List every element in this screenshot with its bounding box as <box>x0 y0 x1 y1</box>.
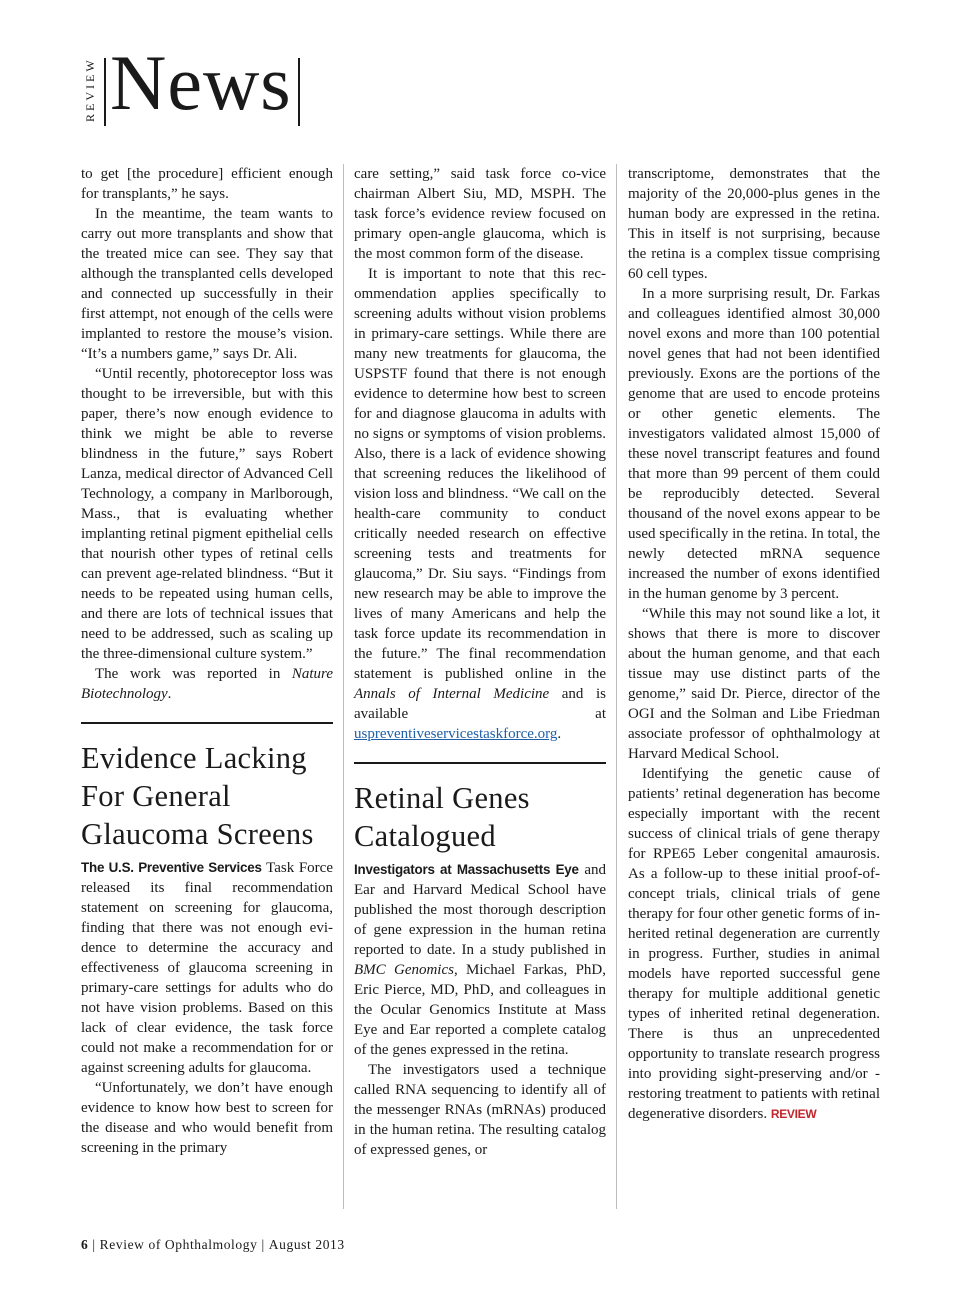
column-3 <box>628 164 880 1124</box>
paragraph: “Until recently, photoreceptor loss was thought to be irreversible, but with this paper, there’s now enough evidence to think we might be able to reverse blindness in the future,” says Robert Lanza, medical director of Advanced Cell Technology, a company in Marlborough, Mass., that is evaluating whether implanting retinal pigment epithelial cells that nourish other types of retinal cells can prevent age-related blindness. “But it needs to be repeated using human cells, and there are lots of technical issues that need to be addressed, such as scaling up the three-dimensional culture system.” <box>81 366 333 662</box>
text-run: Identifying the genetic cause of patients’ retinal degeneration has become especially important with the recent success of clinical trials of gene therapy for RPE65 Leber congenital amaurosis. As a follow-up to these initial proof-of-concept trials, clinical trials of gene therapy for four other genetic forms of inherited retinal degeneration are currently in progress. Further, studies in animal models have reported successful gene therapy for multiple additional genetic types of inherited retinal degeneration. There is thus an unprecedented opportunity to translate research progress into providing sight-preserving and/or -restoring treatment to patients with retinal degenerative disorders. <box>628 766 881 1122</box>
text-run: , Michael Farkas, PhD, Eric Pierce, MD, PhD, and colleagues in the Ocular Genomics Institute at Mass Eye and Ear reported a complete catalog of the genes expressed in the retina. <box>354 962 606 1058</box>
publication-name: Review of Ophthalmology <box>99 1237 258 1252</box>
page-number: 6 <box>81 1237 89 1252</box>
column-2 <box>354 164 606 1160</box>
section-rule <box>354 762 606 764</box>
website-link[interactable]: uspreventiveservicestaskforce.org <box>354 726 558 742</box>
journal-name: BMC Genomics <box>354 962 454 978</box>
text-run: Task Force released its final recommendation statement on screening for glaucoma, finding that there was not enough evidence to determine the accuracy and effectiveness of glaucoma screening in primary-care settings for adults who do not have vision problems. Based on this lack of clear evidence, the task force could not make a recommendation for or against screening adults for glaucoma. <box>81 860 333 1076</box>
paragraph <box>628 764 880 1124</box>
journal-name: Nature Biotechnology <box>81 666 333 702</box>
article-headline: Evidence Lacking For General Glaucoma Screens <box>81 741 314 851</box>
page-footer <box>81 1237 345 1253</box>
section-rule <box>81 722 333 724</box>
paragraph: to get [the procedure] efficient enough for transplants,” he says. <box>81 166 333 202</box>
text-run: . <box>167 686 172 702</box>
section-title: News <box>110 39 292 126</box>
lead-in: The U.S. Preventive Services <box>81 860 262 875</box>
text-run: . <box>557 726 562 742</box>
paragraph: “Unfortunately, we don’t have enough evidence to know how best to screen for the disease and who would benefit from screening in the primary <box>81 1080 333 1156</box>
issue-date: August 2013 <box>268 1237 345 1252</box>
paragraph <box>354 860 606 1060</box>
lead-in: Investigators at Massachusetts Eye <box>354 862 579 877</box>
masthead-rule-right <box>298 58 300 126</box>
column-divider <box>616 164 617 1209</box>
text-run: and is available at <box>354 686 606 722</box>
paragraph: “While this may not sound like a lot, it shows that there is more to discover about the human genome, and that each tissue may use distinct parts of the genome,” said Dr. Pierce, director of the OGI and the Solman and Libe Friedman associate professor of ophthalmology at Harvard Medical School. <box>628 606 880 762</box>
paragraph: In the meantime, the team wants to carry out more transplants and show that the treated mice can see. They say that although the transplanted cells developed and connected up successfully in their first attempt, not enough of the cells were implanted to restore the mouse’s vision. “It’s a numbers game,” says Dr. Ali. <box>81 206 333 362</box>
journal-name: Annals of Internal Medicine <box>354 686 550 702</box>
text-run: The work was reported in <box>95 666 292 682</box>
paragraph: care setting,” said task force co-vice chairman Albert Siu, MD, MSPH. The task force’s evidence review focused on primary open-angle glaucoma, which is the most common form of the disease. <box>354 166 606 262</box>
column-1 <box>81 164 333 1158</box>
footer-separator: | <box>261 1237 265 1252</box>
column-divider <box>343 164 344 1209</box>
paragraph: In a more surprising result, Dr. Farkas and colleagues identified almost 30,000 novel exons and more than 100 potential novel genes that had not been identified previously. Exons are the portions of the genome that are used to encode proteins or other genetic elements. The investigators validated almost 15,000 of these novel transcript features and found that more than 99 percent of them could be reproducibly detected. Several thousand of the novel exons appear to be used specifically in the retina. In total, the newly detected mRNA sequence increased the number of exons identified in the human genome by 3 percent. <box>628 286 880 602</box>
paragraph <box>354 264 606 744</box>
paragraph <box>81 858 333 1078</box>
end-mark: REVIEW <box>770 1107 817 1121</box>
footer-separator: | <box>92 1237 96 1252</box>
masthead-rule-left <box>104 58 106 126</box>
paragraph: The investigators used a technique called RNA sequencing to identify all of the messenger RNAs (mRNAs) produced in the human retina. The resulting catalog of expressed genes, or <box>354 1062 606 1158</box>
section-kicker: REVIEW <box>83 57 97 123</box>
text-run: and Ear and Harvard Medical School have published the most thorough description of gene expression in the human retina reported to date. In a study published in <box>354 862 606 958</box>
paragraph <box>81 664 333 704</box>
article-headline: Retinal Genes Catalogued <box>354 781 530 853</box>
text-run: It is important to note that this recommendation applies specifically to screening adults without vision problems in primary-care settings. While there are many new treatments for glaucoma, the USPSTF found that there is not enough evidence to determine how best to screen for and diagnose glaucoma in adults with no signs or symptoms of vision problems. Also, there is a lack of evidence showing that screening reduces the likelihood of vision loss and blindness. “We call on the health-care community to conduct critically needed research on effective screening tests and treatments for glaucoma,” Dr. Siu says. “Findings from new research may be able to improve the lives of many Americans and help the task force update its recommendation in the future.” The final recommendation statement is published online in the <box>354 266 606 682</box>
paragraph: transcriptome, demonstrates that the majority of the 20,000-plus genes in the human body are expressed in the retina. This in itself is not surprising, because the retina is a complex tissue comprising 60 cell types. <box>628 166 880 282</box>
